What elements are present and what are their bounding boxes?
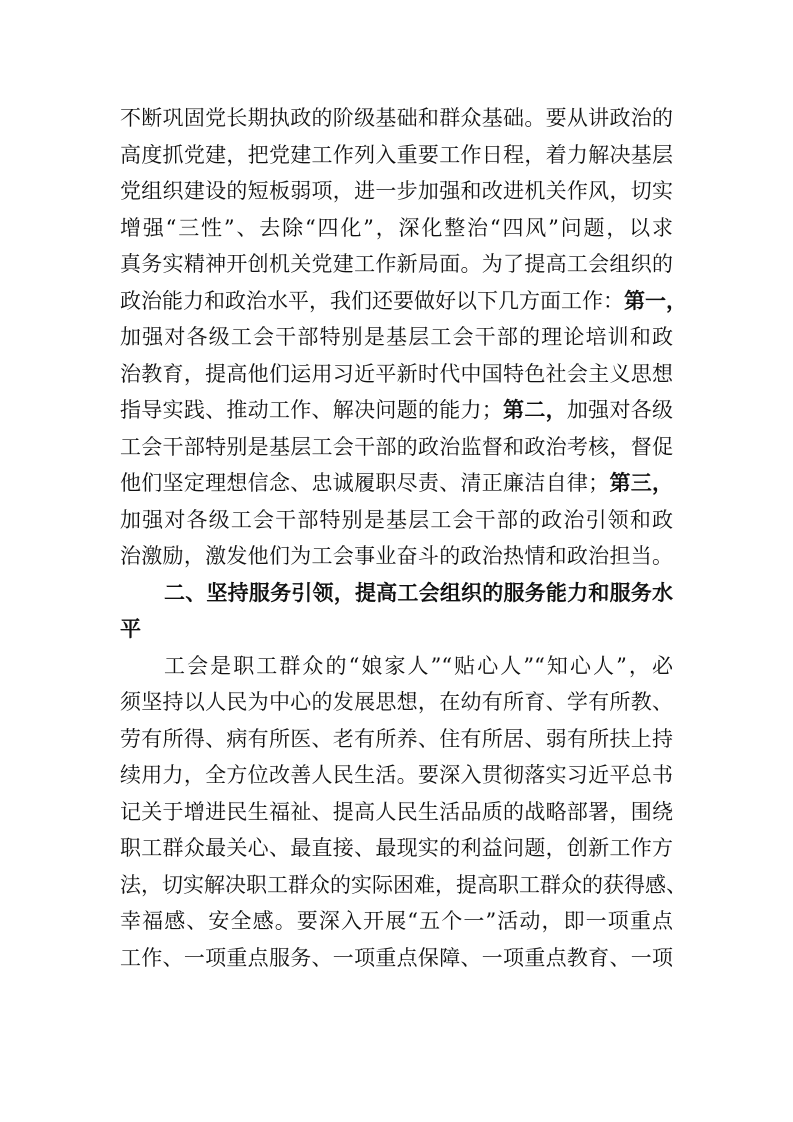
text: 治教育，提高他们运用习近平新时代中国特色社会主义思想: [120, 361, 673, 386]
paragraph-line: [120, 648, 673, 685]
paragraph-line: [120, 465, 673, 502]
text: 续用力，全方位改善人民生活。要深入贯彻落实习近平总书: [120, 763, 673, 787]
text: 工会干部特别是基层工会干部的政治监督和政治考核，督促: [120, 434, 673, 459]
bold-text: 第一，: [624, 288, 687, 313]
paragraph-line: [120, 684, 673, 721]
paragraph-line: [120, 356, 673, 393]
text: 不断巩固党长期执政的阶级基础和群众基础。要从讲政治的: [120, 106, 673, 130]
paragraph-line: [120, 173, 673, 210]
paragraph-line: [120, 830, 673, 867]
text: 记关于增进民生福祉、提高人民生活品质的战略部署，围绕: [120, 799, 673, 824]
text: 高度抓党建，把党建工作列入重要工作日程，着力解决基层: [120, 142, 673, 167]
paragraph-line: [120, 319, 673, 356]
text: 加强对各级: [566, 398, 674, 422]
paragraph-line: [120, 246, 673, 283]
paragraph-line: [120, 100, 673, 137]
paragraph-line: [120, 283, 687, 320]
paragraph-line: [120, 137, 673, 174]
text: 加强对各级工会干部特别是基层工会干部的政治引领和政: [120, 507, 673, 532]
paragraph-line: [120, 392, 673, 429]
text: 他们坚定理想信念、忠诚履职尽责、清正廉洁自律；: [120, 471, 610, 495]
paragraph-line: [120, 757, 673, 794]
paragraph-line: [120, 940, 673, 977]
text: 工作、一项重点服务、一项重点保障、一项重点教育、一项: [120, 945, 673, 970]
text: 真务实精神开创机关党建工作新局面。为了提高工会组织的: [120, 252, 673, 276]
text: 工会是职工群众的“娘家人”“贴心人”“知心人”，必: [164, 653, 673, 678]
text: 增强“三性”、去除“四化”，深化整治“四风”问题，以求: [120, 215, 673, 240]
text: 平: [120, 617, 141, 641]
paragraph-line: [120, 794, 673, 831]
paragraph-line: [120, 502, 673, 539]
text: 职工群众最关心、最直接、最现实的利益问题，创新工作方: [120, 836, 673, 860]
text: 法，切实解决职工群众的实际困难，提高职工群众的获得感、: [120, 872, 687, 897]
text: 党组织建设的短板弱项，进一步加强和改进机关作风，切实: [120, 179, 673, 203]
text: 政治能力和政治水平，我们还要做好以下几方面工作：: [120, 288, 624, 313]
document-page: [120, 100, 687, 976]
paragraph-line: [120, 210, 673, 247]
paragraph-line: [120, 429, 673, 466]
paragraph-line: [120, 721, 673, 758]
text: 治激励，激发他们为工会事业奋斗的政治热情和政治担当。: [120, 544, 673, 568]
paragraph-line: [120, 867, 687, 904]
text: 二、坚持服务引领，提高工会组织的服务能力和服务水: [164, 580, 673, 605]
text: 幸福感、安全感。要深入开展“五个一”活动，即一项重点: [120, 909, 673, 933]
bold-text: 第二，: [502, 398, 567, 422]
text: 劳有所得、病有所医、老有所养、住有所居、弱有所扶上持: [120, 726, 673, 751]
text: 须坚持以人民为中心的发展思想，在幼有所育、学有所教、: [120, 690, 673, 714]
paragraph-line: [120, 538, 673, 575]
section-heading-line: [120, 575, 673, 612]
text: 加强对各级工会干部特别是基层工会干部的理论培训和政: [120, 325, 673, 349]
section-heading-line: [120, 611, 673, 648]
bold-text: 第三，: [609, 471, 674, 495]
paragraph-line: [120, 903, 673, 940]
text: 指导实践、推动工作、解决问题的能力；: [120, 398, 503, 422]
